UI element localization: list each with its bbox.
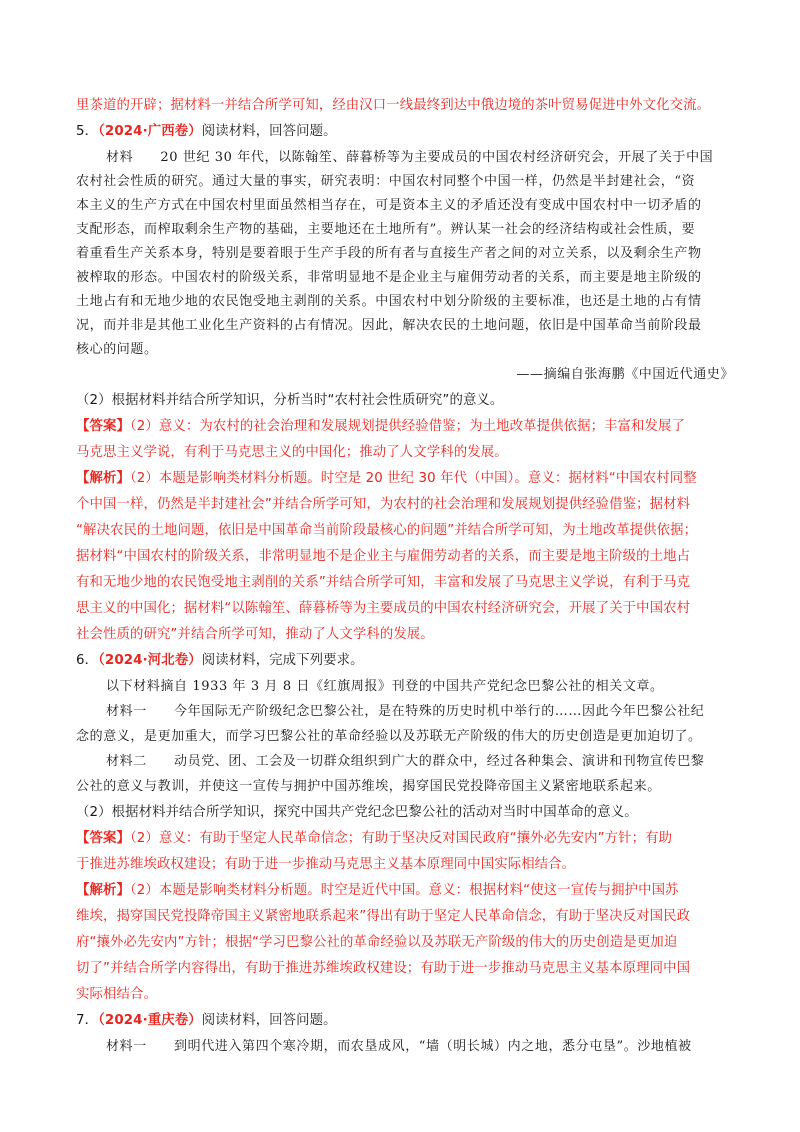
material-line: 材料一 今年国际无产阶级纪念巴黎公社，是在特殊的历史时机中举行的……因此今年巴黎公社纪	[106, 704, 705, 719]
analysis-tag: 【解析】	[76, 471, 130, 486]
material-line: 支配形态，而榨取剩余生产物的基础，主要地还在土地所有”。辨认某一社会的经济结构或社会性质，要	[76, 222, 696, 237]
material-line: 着重看生产关系本身，特别是要着眼于生产手段的所有者与直接生产者之间的对立关系，以及剩余生产物	[76, 246, 702, 261]
answer-tag: 【答案】	[76, 831, 130, 846]
exam-source: （2024·河北卷）	[98, 653, 202, 668]
material-line: 材料二 动员党、团、工会及一切群众组织到广大的群众中，经过各种集会、演讲和刊物宣传巴黎	[106, 754, 705, 769]
answer-tag: 【答案】	[76, 419, 130, 434]
answer-line: 马克思主义学说，有利于马克思主义的中国化；推动了人文学科的发展。	[76, 445, 508, 460]
analysis-line: 思主义的中国化；据材料“以陈翰笙、薛暮桥等为主要成员的中国农村经济研究会，开展了关于中国农村	[76, 601, 691, 616]
sub-question: （2）根据材料并结合所学知识，分析当时“农村社会性质研究”的意义。	[76, 393, 504, 408]
citation: ——摘编自张海鹏《中国近代通史》	[516, 367, 734, 382]
question-7-header	[76, 1011, 337, 1031]
material-intro: 以下材料摘自 1933 年 3 月 8 日《红旗周报》刊登的中国共产党纪念巴黎公社的相关文章。	[106, 679, 664, 694]
exam-source: （2024·重庆卷）	[98, 1013, 202, 1028]
material-line: 材料一 到明代进入第四个寒冷期，而农垦成风，“墙（明长城）内之地，悉分屯垦”。沙地植被	[106, 1039, 692, 1054]
material-line: 公社的意义与教训，并使这一宣传与拥护中国苏维埃，揭穿国民党投降帝国主义紧密地联系起来。	[76, 779, 661, 794]
analysis-line: 实际相结合。	[76, 987, 157, 1002]
exam-source: （2024·广西卷）	[98, 124, 202, 139]
material-line: 材料 20 世纪 30 年代，以陈翰笙、薛暮桥等为主要成员的中国农村经济研究会，开展了关于中国	[106, 150, 714, 165]
question-prompt: 阅读材料，回答问题。	[201, 1013, 337, 1028]
continued-analysis-line: 里茶道的开辟；据材料一并结合所学可知，经由汉口一线最终到达中俄边境的茶叶贸易促进中外文化交流。	[76, 98, 711, 113]
question-prompt: 阅读材料，回答问题。	[201, 124, 337, 139]
answer-line: 【答案】（2）意义：有助于坚定人民革命信念；有助于坚决反对国民政府“攘外必先安内”方针；有助	[76, 831, 673, 846]
material-line: 核心的问题。	[76, 342, 158, 357]
analysis-line: 据材料“中国农村的阶级关系，非常明显地不是企业主与雇佣劳动者的关系，而主要是地主阶级的土地占	[76, 549, 691, 564]
question-number: 6．	[76, 653, 99, 668]
analysis-line: 【解析】（2）本题是影响类材料分析题。时空是 20 世纪 30 年代（中国）。意义：据材料“中国农村同整	[76, 471, 697, 486]
question-number: 7．	[76, 1013, 99, 1028]
answer-line: 【答案】（2）意义：为农村的社会治理和发展规划提供经验借鉴；为土地改革提供依据；丰富和发展了	[76, 419, 686, 434]
material-line: 土地占有和无地少地的农民饱受地主剥削的关系。中国农村中划分阶级的主要标准，也还是土地的占有情	[76, 294, 702, 309]
material-line: 被榨取的形态。中国农村的阶级关系，非常明显地不是企业主与雇佣劳动者的关系，而主要是地主阶级的	[76, 270, 702, 285]
analysis-line: 【解析】（2）本题是影响类材料分析题。时空是近代中国。意义：根据材料“使这一宣传与拥护中国苏	[76, 883, 679, 898]
analysis-tag: 【解析】	[76, 883, 130, 898]
question-5-header	[76, 122, 337, 142]
question-prompt: 阅读材料，完成下列要求。	[201, 653, 364, 668]
analysis-line: 府“攘外必先安内”方针；根据“学习巴黎公社的革命经验以及苏联无产阶级的伟大的历史创造是更加迫	[76, 935, 678, 950]
analysis-line: 社会性质的研究”并结合所学可知，推动了人文学科的发展。	[76, 627, 434, 642]
material-line: 农村社会性质的研究。通过大量的事实，研究表明：中国农村同整个中国一样，仍然是半封建社会，“资	[76, 174, 696, 189]
analysis-line: 个中国一样，仍然是半封建社会”并结合所学可知，为农村的社会治理和发展规划提供经验借鉴；据材料	[76, 497, 691, 512]
answer-line: 于推进苏维埃政权建设；有助于进一步推动马克思主义基本原理同中国实际相结合。	[76, 857, 576, 872]
question-number: 5．	[76, 124, 99, 139]
analysis-line: 维埃，揭穿国民党投降帝国主义紧密地联系起来”得出有助于坚定人民革命信念，有助于坚决反对国民政	[76, 909, 691, 924]
analysis-line: 切了”并结合所学内容得出，有助于推进苏维埃政权建设；有助于进一步推动马克思主义基本原理同中国	[76, 961, 691, 976]
analysis-line: “解决农民的土地问题，依旧是中国革命当前阶段最核心的问题”并结合所学可知，为土地改革提供依据；	[76, 523, 698, 538]
material-line: 念的意义，是更加重大，而学习巴黎公社的革命经验以及苏联无产阶级的伟大的历史创造是更加迫切了。	[76, 729, 702, 744]
material-line: 本主义的生产方式在中国农村里面虽然相当存在，可是资本主义的矛盾还没有变成中国农村中一切矛盾的	[76, 198, 702, 213]
question-6-header	[76, 651, 364, 671]
sub-question: （2）根据材料并结合所学知识，探究中国共产党纪念巴黎公社的活动对当时中国革命的意义。	[76, 805, 638, 820]
material-line: 况，而并非是其他工业化生产资料的占有情况。因此，解决农民的土地问题，依旧是中国革命当前阶段最	[76, 318, 702, 333]
analysis-line: 有和无地少地的农民饱受地主剥削的关系”并结合所学可知，丰富和发展了马克思主义学说，有利于马克	[76, 575, 691, 590]
